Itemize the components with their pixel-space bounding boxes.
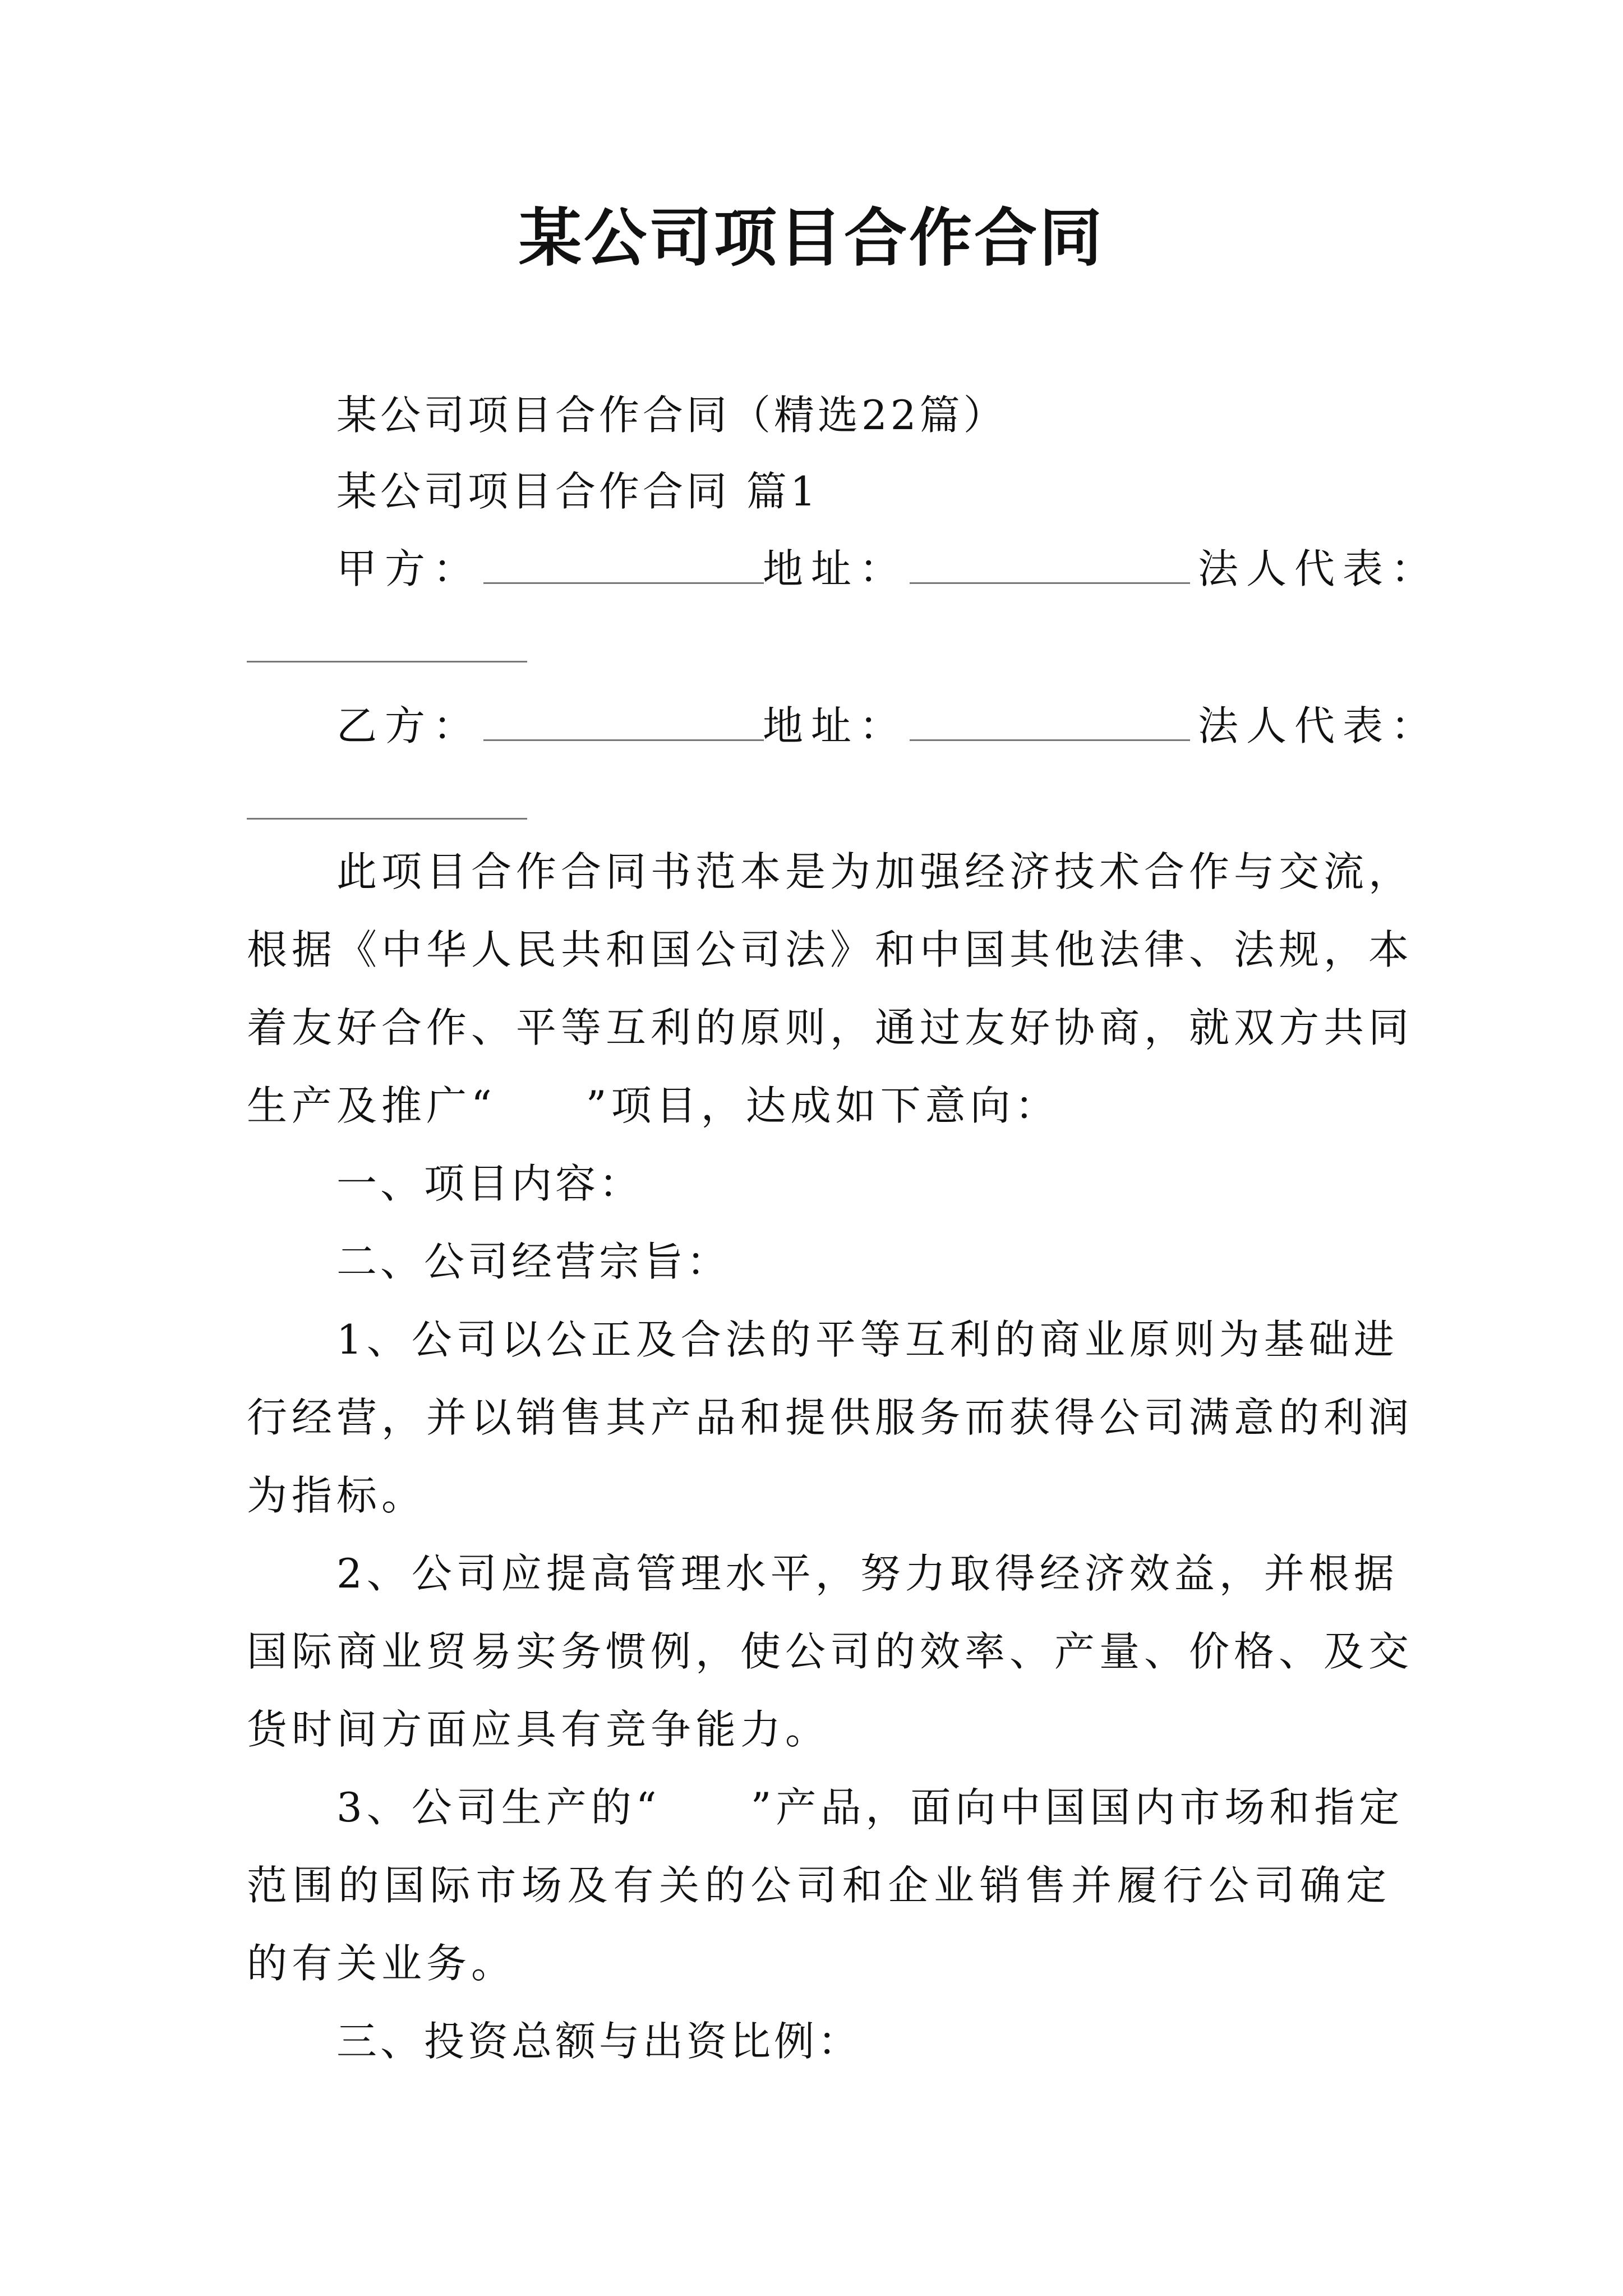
preamble-line: 着友好合作、平等互利的原则，通过友好协商，就双方共同 [247,1004,1414,1051]
party-b-address-blank[interactable] [910,739,1190,741]
party-a-address-label: 地址： [763,545,908,592]
section-heading: 某公司项目合作合同 篇1 [336,468,819,515]
party-b-name-blank[interactable] [483,739,764,741]
clause-3-line: 3、公司生产的“ ”产品，面向中国国内市场和指定 [336,1784,1404,1831]
party-b-address-label: 地址： [763,702,908,749]
party-a-label: 甲方： [336,545,482,592]
clause-1-line: 为指标。 [247,1472,427,1519]
party-a-row [336,541,1440,597]
item-investment: 三、投资总额与出资比例： [336,2018,862,2065]
document-subtitle: 某公司项目合作合同（精选22篇） [336,392,1007,439]
clause-2-line: 2、公司应提高管理水平，努力取得经济效益，并根据 [336,1550,1399,1597]
clause-3-line: 范围的国际市场及有关的公司和企业销售并履行公司确定 [247,1862,1391,1909]
preamble-line: 根据《中华人民共和国公司法》和中国其他法律、法规，本 [247,926,1414,973]
party-a-rep-blank[interactable] [247,661,527,662]
clause-3-line: 的有关业务。 [247,1940,517,1987]
clause-1-line: 1、公司以公正及合法的平等互利的商业原则为基础进 [336,1316,1399,1363]
party-b-rep-label: 法人代表： [1198,702,1440,749]
preamble-line: 生产及推广“ ”项目，达成如下意向： [247,1082,1060,1129]
party-a-address-blank[interactable] [910,582,1190,584]
party-a-name-blank[interactable] [483,582,764,584]
clause-2-line: 国际商业贸易实务惯例，使公司的效率、产量、价格、及交 [247,1628,1414,1675]
preamble-line: 此项目合作合同书范本是为加强经济技术合作与交流， [336,848,1414,895]
document-title: 某公司项目合作合同 [519,201,1104,275]
party-b-row [336,698,1440,754]
clause-2-line: 货时间方面应具有竞争能力。 [247,1706,831,1753]
party-b-label: 乙方： [336,702,482,749]
clause-1-line: 行经营，并以销售其产品和提供服务而获得公司满意的利润 [247,1394,1414,1441]
item-project-content: 一、项目内容： [336,1160,643,1207]
party-b-rep-blank[interactable] [247,818,527,820]
item-business-purpose: 二、公司经营宗旨： [336,1238,731,1285]
party-a-rep-label: 法人代表： [1198,545,1440,592]
